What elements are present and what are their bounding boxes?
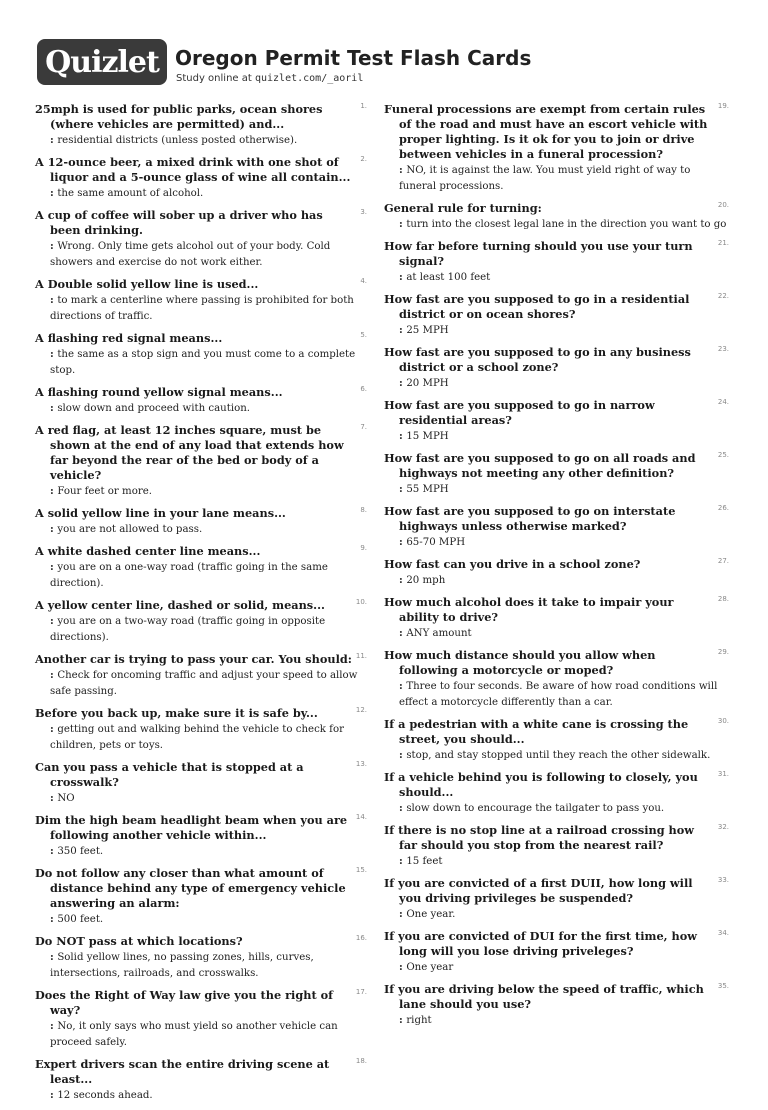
page-title: Oregon Permit Test Flash Cards	[175, 46, 532, 70]
flashcard	[35, 208, 367, 271]
answer-colon: :	[399, 802, 407, 814]
card-answer-text: Three to four seconds. Be aware of how road conditions will effect a motorcycle differently than a car.	[399, 681, 718, 708]
card-definition	[384, 625, 729, 642]
flashcard	[35, 423, 367, 500]
card-number: 27.	[717, 557, 729, 565]
card-number: 29.	[717, 648, 729, 656]
flashcard	[35, 385, 367, 417]
card-number: 10.	[355, 598, 367, 606]
flashcard	[384, 770, 729, 817]
card-term: If you are convicted of a first DUII, how long will you driving privileges be suspended?	[384, 876, 693, 905]
left-column	[35, 102, 367, 1110]
card-answer-text: NO	[57, 793, 75, 804]
answer-colon: :	[50, 348, 58, 360]
card-definition	[384, 269, 729, 286]
answer-colon: :	[399, 483, 407, 495]
logo-text: Quizlet	[45, 44, 159, 80]
answer-colon: :	[399, 218, 407, 230]
card-term: Another car is trying to pass your car. You should:	[35, 652, 352, 666]
answer-colon: :	[399, 574, 407, 586]
answer-colon: :	[50, 561, 58, 573]
card-term: 25mph is used for public parks, ocean shores (where vehicles are permitted) and...	[35, 102, 323, 131]
answer-colon: :	[50, 951, 58, 963]
flashcard	[384, 345, 729, 392]
flashcard	[35, 155, 367, 202]
card-term: A white dashed center line means...	[35, 544, 261, 558]
card-number: 28.	[717, 595, 729, 603]
card-term: If a pedestrian with a white cane is crossing the street, you should...	[384, 717, 689, 746]
card-answer-text: turn into the closest legal lane in the direction you want to go	[406, 219, 727, 230]
card-term: How much distance should you allow when following a motorcycle or moped?	[384, 648, 656, 677]
answer-colon: :	[399, 680, 407, 692]
header	[37, 39, 737, 87]
card-number: 11.	[355, 652, 367, 660]
answer-colon: :	[50, 913, 58, 925]
card-term: How fast are you supposed to go on all roads and highways not meeting any other definition?	[384, 451, 696, 480]
card-number: 30.	[717, 717, 729, 725]
flashcard	[384, 717, 729, 764]
card-answer-text: 500 feet.	[57, 914, 104, 925]
answer-colon: :	[399, 430, 407, 442]
card-answer-text: right	[406, 1015, 432, 1026]
flashcard	[35, 652, 367, 700]
card-answer-text: you are not allowed to pass.	[57, 524, 203, 535]
card-definition	[384, 375, 729, 392]
flashcard	[384, 929, 729, 976]
card-term: General rule for turning:	[384, 201, 542, 215]
card-number: 16.	[355, 934, 367, 942]
card-answer-text: Solid yellow lines, no passing zones, hills, curves, intersections, railroads, and crosswalks.	[50, 952, 314, 979]
answer-colon: :	[50, 294, 58, 306]
card-term: If you are driving below the speed of traffic, which lane should you use?	[384, 982, 704, 1011]
card-term: Before you back up, make sure it is safe by...	[35, 706, 318, 720]
card-number: 5.	[360, 331, 367, 339]
card-answer-text: the same as a stop sign and you must come to a complete stop.	[50, 349, 356, 376]
card-definition	[384, 853, 729, 870]
card-answer-text: at least 100 feet	[406, 272, 491, 283]
card-answer-text: No, it only says who must yield so another vehicle can proceed safely.	[50, 1021, 338, 1048]
card-answer-text: 65-70 MPH	[406, 537, 466, 548]
card-term: How fast are you supposed to go on interstate highways unless otherwise marked?	[384, 504, 676, 533]
flashcard	[384, 648, 729, 711]
card-definition	[35, 1087, 367, 1104]
page-subtitle	[176, 73, 363, 84]
card-answer-text: 350 feet.	[57, 846, 104, 857]
answer-colon: :	[399, 627, 407, 639]
answer-colon: :	[399, 961, 407, 973]
flashcard	[384, 504, 729, 551]
card-number: 7.	[360, 423, 367, 431]
quizlet-logo[interactable]	[37, 39, 167, 85]
card-definition	[35, 1018, 367, 1051]
card-term: How much alcohol does it take to impair your ability to drive?	[384, 595, 674, 624]
card-term: A red flag, at least 12 inches square, must be shown at the end of any load that extends how far beyond the rear of the bed or body of a vehicle?	[35, 423, 344, 482]
answer-colon: :	[399, 749, 407, 761]
card-term: Expert drivers scan the entire driving scene at least...	[35, 1057, 330, 1086]
card-definition	[35, 521, 367, 538]
flashcard	[384, 451, 729, 498]
card-term: A yellow center line, dashed or solid, means...	[35, 598, 325, 612]
card-number: 13.	[355, 760, 367, 768]
flashcard	[384, 876, 729, 923]
card-number: 26.	[717, 504, 729, 512]
card-term: If you are convicted of DUI for the first time, how long will you lose driving priveleges?	[384, 929, 698, 958]
card-definition	[384, 1012, 729, 1029]
card-answer-text: slow down to encourage the tailgater to pass you.	[406, 803, 665, 814]
card-number: 35.	[717, 982, 729, 990]
card-term: Do NOT pass at which locations?	[35, 934, 243, 948]
flashcard	[384, 823, 729, 870]
card-definition	[384, 216, 729, 233]
card-term: Does the Right of Way law give you the right of way?	[35, 988, 333, 1017]
card-term: Dim the high beam headlight beam when you are following another vehicle within...	[35, 813, 348, 842]
answer-colon: :	[50, 187, 58, 199]
card-answer-text: NO, it is against the law. You must yield right of way to funeral processions.	[399, 165, 691, 192]
card-definition	[384, 959, 729, 976]
card-answer-text: ANY amount	[406, 628, 472, 639]
card-definition	[35, 559, 367, 592]
answer-colon: :	[50, 240, 58, 252]
card-definition	[35, 346, 367, 379]
flashcard	[384, 102, 729, 195]
flashcard	[35, 706, 367, 754]
flashcard	[35, 598, 367, 646]
answer-colon: :	[50, 1020, 58, 1032]
flashcard	[384, 201, 729, 233]
card-answer-text: you are on a one-way road (traffic going in the same direction).	[50, 562, 328, 589]
card-definition	[35, 400, 367, 417]
card-number: 25.	[717, 451, 729, 459]
flashcard	[384, 595, 729, 642]
answer-colon: :	[50, 845, 58, 857]
answer-colon: :	[50, 792, 58, 804]
card-answer-text: you are on a two-way road (traffic going in opposite directions).	[50, 616, 326, 643]
card-definition	[384, 481, 729, 498]
card-answer-text: 55 MPH	[406, 484, 449, 495]
flashcard	[384, 557, 729, 589]
answer-colon: :	[50, 1089, 58, 1101]
card-definition	[35, 949, 367, 982]
card-number: 3.	[360, 208, 367, 216]
flashcard	[35, 331, 367, 379]
card-term: A cup of coffee will sober up a driver who has been drinking.	[35, 208, 323, 237]
card-answer-text: 15 MPH	[406, 431, 449, 442]
card-answer-text: One year.	[406, 909, 456, 920]
card-answer-text: stop, and stay stopped until they reach the other sidewalk.	[406, 750, 711, 761]
card-definition	[35, 843, 367, 860]
answer-colon: :	[50, 723, 58, 735]
answer-colon: :	[50, 669, 58, 681]
card-definition	[384, 678, 729, 711]
card-definition	[384, 906, 729, 923]
card-definition	[384, 428, 729, 445]
flashcard	[35, 277, 367, 325]
card-definition	[35, 667, 367, 700]
answer-colon: :	[50, 523, 58, 535]
flashcard	[384, 982, 729, 1029]
card-definition	[35, 238, 367, 271]
flashcard	[35, 1057, 367, 1104]
card-term: A Double solid yellow line is used...	[35, 277, 259, 291]
card-number: 15.	[355, 866, 367, 874]
card-number: 8.	[360, 506, 367, 514]
card-term: How fast are you supposed to go in a residential district or on ocean shores?	[384, 292, 690, 321]
card-term: A flashing red signal means...	[35, 331, 223, 345]
card-number: 31.	[717, 770, 729, 778]
card-definition	[384, 534, 729, 551]
card-number: 21.	[717, 239, 729, 247]
card-answer-text: residential districts (unless posted otherwise).	[57, 135, 298, 146]
card-term: A 12-ounce beer, a mixed drink with one shot of liquor and a 5-ounce glass of wine all contain...	[35, 155, 351, 184]
flashcard	[35, 813, 367, 860]
answer-colon: :	[399, 271, 407, 283]
card-definition	[384, 747, 729, 764]
card-number: 32.	[717, 823, 729, 831]
card-definition	[35, 613, 367, 646]
card-number: 14.	[355, 813, 367, 821]
subtitle-url[interactable]: quizlet.com/_aoril	[254, 73, 364, 84]
card-number: 6.	[360, 385, 367, 393]
answer-colon: :	[50, 615, 58, 627]
flashcard	[35, 866, 367, 928]
card-term: Can you pass a vehicle that is stopped at a crosswalk?	[35, 760, 304, 789]
right-column	[384, 102, 729, 1035]
card-number: 19.	[717, 102, 729, 110]
card-term: How fast can you drive in a school zone?	[384, 557, 641, 571]
card-term: How far before turning should you use your turn signal?	[384, 239, 693, 268]
flashcard	[35, 102, 367, 149]
card-definition	[35, 911, 367, 928]
answer-colon: :	[399, 536, 407, 548]
card-definition	[35, 721, 367, 754]
card-number: 24.	[717, 398, 729, 406]
card-answer-text: 20 mph	[406, 575, 446, 586]
card-answer-text: Check for oncoming traffic and adjust your speed to allow safe passing.	[50, 670, 358, 697]
card-definition	[35, 185, 367, 202]
card-term: Funeral processions are exempt from certain rules of the road and must have an escort vehicle with proper lighting. Is it ok for you to join or drive between vehicles in a funeral procession?	[384, 102, 708, 161]
card-definition	[35, 132, 367, 149]
answer-colon: :	[399, 855, 407, 867]
answer-colon: :	[399, 908, 407, 920]
card-number: 33.	[717, 876, 729, 884]
card-answer-text: slow down and proceed with caution.	[57, 403, 251, 414]
card-term: A flashing round yellow signal means...	[35, 385, 283, 399]
card-definition	[35, 292, 367, 325]
card-number: 12.	[355, 706, 367, 714]
answer-colon: :	[50, 485, 58, 497]
flashcard	[35, 934, 367, 982]
flashcard	[35, 760, 367, 807]
card-answer-text: One year	[406, 962, 454, 973]
card-term: How fast are you supposed to go in narrow residential areas?	[384, 398, 655, 427]
flashcard	[35, 544, 367, 592]
answer-colon: :	[399, 164, 407, 176]
card-answer-text: 12 seconds ahead.	[57, 1090, 153, 1101]
card-term: If a vehicle behind you is following to closely, you should...	[384, 770, 698, 799]
card-number: 2.	[360, 155, 367, 163]
flashcard	[384, 292, 729, 339]
subtitle-prefix: Study online at	[176, 73, 255, 84]
card-term: Do not follow any closer than what amount of distance behind any type of emergency vehicle answering an alarm:	[35, 866, 346, 910]
answer-colon: :	[50, 402, 58, 414]
card-number: 20.	[717, 201, 729, 209]
card-term: How fast are you supposed to go in any business district or a school zone?	[384, 345, 691, 374]
card-answer-text: 20 MPH	[406, 378, 449, 389]
flashcard	[384, 239, 729, 286]
card-answer-text: getting out and walking behind the vehicle to check for children, pets or toys.	[50, 724, 344, 751]
card-answer-text: Wrong. Only time gets alcohol out of your body. Cold showers and exercise do not work either.	[50, 241, 331, 268]
card-term: If there is no stop line at a railroad crossing how far should you stop from the nearest rail?	[384, 823, 695, 852]
answer-colon: :	[50, 134, 58, 146]
flashcard	[384, 398, 729, 445]
card-number: 17.	[355, 988, 367, 996]
card-number: 4.	[360, 277, 367, 285]
card-number: 34.	[717, 929, 729, 937]
card-number: 9.	[360, 544, 367, 552]
card-number: 1.	[360, 102, 367, 110]
card-term: A solid yellow line in your lane means...	[35, 506, 286, 520]
answer-colon: :	[399, 377, 407, 389]
card-definition	[384, 800, 729, 817]
answer-colon: :	[399, 1014, 407, 1026]
card-definition	[384, 322, 729, 339]
card-answer-text: 25 MPH	[406, 325, 449, 336]
card-definition	[35, 483, 367, 500]
card-definition	[384, 572, 729, 589]
card-answer-text: to mark a centerline where passing is prohibited for both directions of traffic.	[50, 295, 354, 322]
card-number: 18.	[355, 1057, 367, 1065]
card-answer-text: Four feet or more.	[57, 486, 152, 497]
flashcard	[35, 988, 367, 1051]
card-answer-text: 15 feet	[406, 856, 443, 867]
answer-colon: :	[399, 324, 407, 336]
card-definition	[384, 162, 729, 195]
card-number: 23.	[717, 345, 729, 353]
flashcard	[35, 506, 367, 538]
card-answer-text: the same amount of alcohol.	[57, 188, 204, 199]
card-number: 22.	[717, 292, 729, 300]
card-definition	[35, 790, 367, 807]
